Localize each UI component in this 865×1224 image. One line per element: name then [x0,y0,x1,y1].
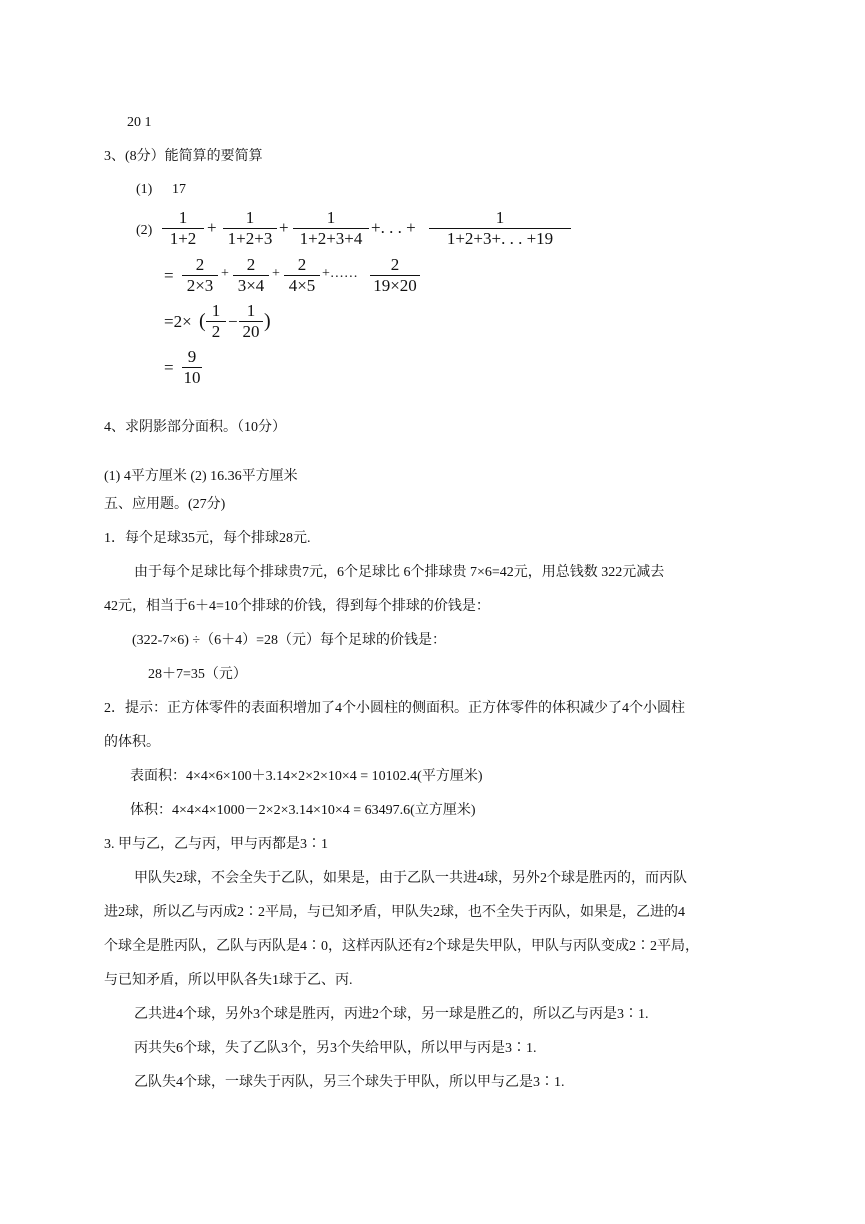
row2-fraction-2: 2 3×4 [233,255,269,296]
problem3-line2: 进2球，所以乙与丙成2∶2平局，与已知矛盾，甲队失2球，也不全失于丙队，如果是，乙进的4 [104,905,685,920]
section5-heading: 五、应用题。(27分) [104,497,226,512]
problem3-line7: 乙队失4个球，一球失于丙队，另三个球失于甲队，所以甲与乙是3∶1. [134,1075,565,1090]
row2-plus-1: + [221,266,229,281]
problem2-line2: 的体积。 [104,735,160,750]
problem3-line3: 个球全是胜丙队，乙队与丙队是4∶0，这样丙队还有2个球是失甲队，甲队与丙队变成2∶2平局， [104,939,699,954]
row3-prefix: =2× [164,312,192,331]
problem3-title: 3. 甲与乙，乙与丙，甲与丙都是3∶1 [104,837,328,852]
problem3-line1: 甲队失2球，不会全失于乙队，如果是，由于乙队一共进4球，另外2个球是胜丙的，而丙队 [134,871,687,886]
row2-plus-2: + [272,266,280,281]
row1-fraction-1-denominator: 1+2 [169,229,197,248]
q4-heading: 4、求阴影部分面积。（10分） [104,420,286,435]
row1-plus-1: + [207,218,217,237]
problem1-title: 1．每个足球35元，每个排球28元. [104,531,311,546]
problem1-line1: 由于每个足球比每个排球贵7元，6个足球比 6个排球贵 7×6=42元，用总钱数 322元减去 [134,565,665,580]
q3-part1-value: 17 [172,182,186,197]
top-line: 20 1 [127,115,152,130]
row2-dots: +…… [322,266,358,281]
problem2-line1: 2．提示：正方体零件的表面积增加了4个小圆柱的侧面积。正方体零件的体积减少了4个小圆柱 [104,701,685,716]
row3-fraction-1: 1 2 [206,301,226,342]
row3-right-paren: ) [264,310,271,332]
row2-fraction-1: 2 2×3 [182,255,218,296]
q3-part2-label: (2) [136,223,153,238]
row3-left-paren: ( [199,310,206,332]
row4-fraction: 9 10 [183,347,201,387]
problem1-line3: (322-7×6) ÷（6＋4）=28（元）每个足球的价钱是： [132,633,446,648]
row1-fraction-4: 1 1+2+3+. . . +19 [429,208,571,249]
row1-fraction-2: 1 1+2+3 [223,208,277,249]
row2-fraction-4: 2 19×20 [370,255,420,296]
row2-fraction-3: 2 4×5 [284,255,320,296]
problem3-line4: 与已知矛盾，所以甲队各失1球于乙、丙. [104,973,353,988]
row2-equals: = [164,266,174,285]
row3-minus: − [228,312,238,331]
problem1-line4: 28＋7=35（元） [148,667,247,682]
row1-fraction-1 [162,208,204,249]
q4-answer: (1) 4平方厘米 (2) 16.36平方厘米 [104,469,298,484]
row1-fraction-3: 1 1+2+3+4 [293,208,369,249]
problem3-line6: 丙共失6个球，失了乙队3个，另3个失给甲队，所以甲与丙是3∶1. [134,1041,537,1056]
problem2-line4: 体积：4×4×4×1000－2×2×3.14×10×4 = 63497.6(立方厘米) [130,803,476,818]
problem3-line5: 乙共进4个球，另外3个球是胜丙，丙进2个球，另一球是胜乙的，所以乙与丙是3∶1. [134,1007,649,1022]
problem1-line2: 42元，相当于6＋4=10个排球的价钱，得到每个排球的价钱是： [104,599,490,614]
row1-fraction-1-numerator: 1 [178,208,188,227]
row3-fraction-2: 1 20 [239,301,263,342]
row4-equals: = [164,358,174,377]
q3-heading: 3、(8分）能简算的要简算 [104,149,263,164]
row1-dots: +. . . + [371,218,416,237]
q3-part1-label: (1) [136,182,153,197]
row1-plus-2: + [279,218,289,237]
problem2-line3: 表面积：4×4×6×100＋3.14×2×2×10×4 = 10102.4(平方厘米) [130,769,483,784]
